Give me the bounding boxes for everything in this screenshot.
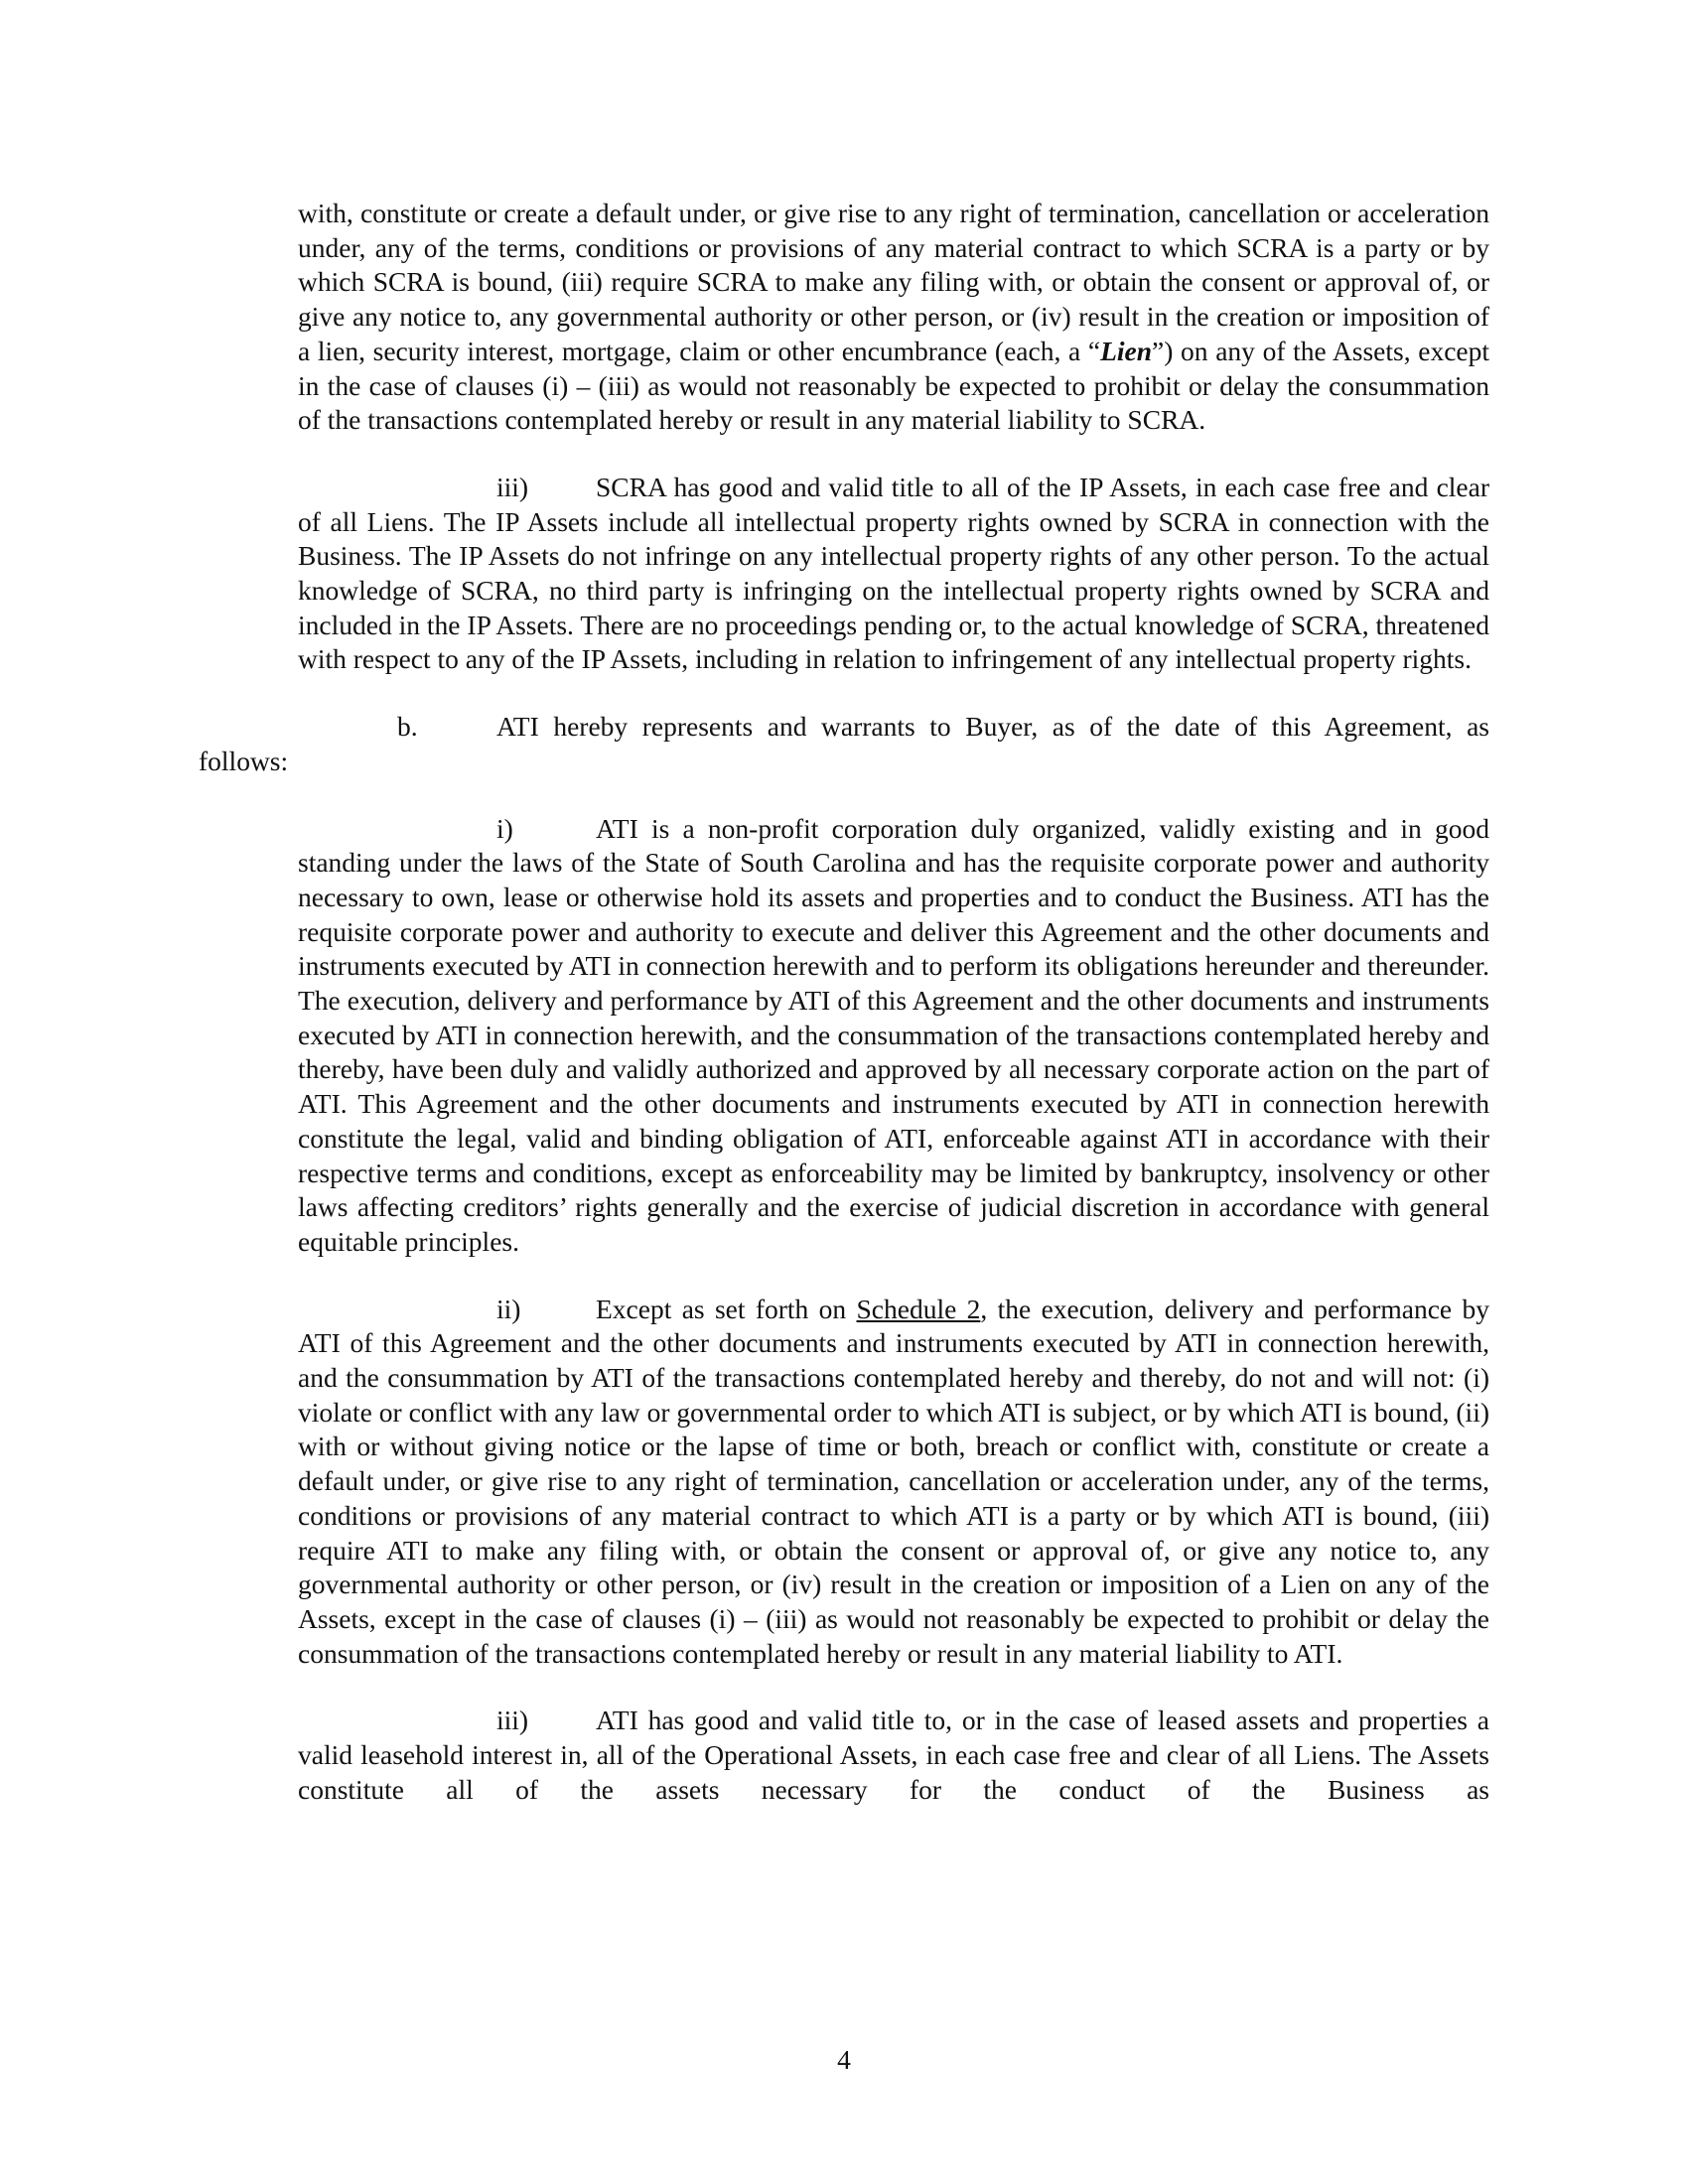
paragraph-text: Except as set forth on xyxy=(596,1293,857,1324)
paragraph-ati-b xyxy=(199,710,1489,778)
paragraph-ati-i xyxy=(298,812,1489,1260)
paragraph-text: , the execution, delivery and performance by ATI of this Agreement and the other documents and instruments executed by ATI in connection herewith, and the consummation by ATI of the transactions contemplated hereby and thereby, do not and will not: (i) violate or conflict with any law or governmental order to which ATI is subject, or by which ATI is bound, (ii) with or without giving notice or the lapse of time or both, breach or conflict with, constitute or create a default under, or give rise to any right of termination, cancellation or acceleration under, any of the terms, conditions or provisions of any material contract to which ATI is a party or by which ATI is bound, (iii) require ATI to make any filing with, or obtain the consent or approval of, or give any notice to, any governmental authority or other person, or (iv) result in the creation or imposition of a Lien on any of the Assets, except in the case of clauses (i) – (iii) as would not reasonably be expected to prohibit or delay the consummation of the transactions contemplated hereby or result in any material liability to ATI. xyxy=(298,1293,1489,1669)
paragraph-continuation-word: follows: xyxy=(199,745,289,776)
paragraph-text: ATI is a non-profit corporation duly organized, validly existing and in good standing under the laws of the State of South Carolina and has the requisite corporate power and authority necessary to own, lease or otherwise hold its assets and properties and to conduct the Business. ATI has the requisite corporate power and authority to execute and deliver this Agreement and the other documents and instruments executed by ATI in connection herewith and to perform its obligations hereunder and thereunder. The execution, delivery and performance by ATI of this Agreement and the other documents and instruments executed by ATI in connection herewith, and the consummation of the transactions contemplated hereby and thereby, have been duly and validly authorized and approved by all necessary corporate action on the part of ATI. This Agreement and the other documents and instruments executed by ATI in connection herewith constitute the legal, valid and binding obligation of ATI, enforceable against ATI in accordance with their respective terms and conditions, except as enforceability may be limited by bankruptcy, insolvency or other laws affecting creditors’ rights generally and the exercise of judicial discretion in accordance with general equitable principles. xyxy=(298,812,1489,1257)
paragraph-text: ATI has good and valid title to, or in the case of leased assets and properties a valid leasehold interest in, all of the Operational Assets, in each case free and clear of all Liens. The Assets constitute all of the assets necessary for the conduct of the Business as xyxy=(298,1705,1489,1805)
clause-number: iii) xyxy=(496,471,529,502)
paragraph-continuation xyxy=(298,197,1489,438)
clause-number: iii) xyxy=(496,1705,529,1736)
section-number: b. xyxy=(397,711,418,743)
document-body xyxy=(199,197,1489,1808)
clause-number: i) xyxy=(496,812,513,844)
defined-term-lien: Lien xyxy=(1100,335,1153,366)
paragraph-scra-iii xyxy=(298,471,1489,677)
schedule-reference: Schedule 2 xyxy=(856,1293,981,1324)
paragraph-ati-iii xyxy=(298,1704,1489,1807)
paragraph-text: ATI hereby represents and warrants to Buyer, as of the date of this Agreement, as xyxy=(496,711,1489,743)
paragraph-text: SCRA has good and valid title to all of the IP Assets, in each case free and clear of all Liens. The IP Assets include all intellectual property rights owned by SCRA in connection with the Business. The IP Assets do not infringe on any intellectual property rights of any other person. To the actual knowledge of SCRA, no third party is infringing on the intellectual property rights owned by SCRA and included in the IP Assets. There are no proceedings pending or, to the actual knowledge of SCRA, threatened with respect to any of the IP Assets, including in relation to infringement of any intellectual property rights. xyxy=(298,471,1489,675)
paragraph-text: ”) on any of the Assets, except in the case of clauses (i) – (iii) as would not reasonably be expected to prohibit or delay the consummation of the transactions contemplated hereby or result in any material liability to SCRA. xyxy=(298,335,1489,436)
page-number: 4 xyxy=(837,2044,851,2075)
paragraph-text: with, constitute or create a default under, or give rise to any right of termination, cancellation or acceleration under, any of the terms, conditions or provisions of any material contract to which SCRA is a party or by which SCRA is bound, (iii) require SCRA to make any filing with, or obtain the consent or approval of, or give any notice to, any governmental authority or other person, or (iv) result in the creation or imposition of a lien, security interest, mortgage, claim or other encumbrance (each, a “ xyxy=(298,198,1489,366)
paragraph-ati-ii xyxy=(298,1293,1489,1672)
clause-number: ii) xyxy=(496,1293,521,1324)
